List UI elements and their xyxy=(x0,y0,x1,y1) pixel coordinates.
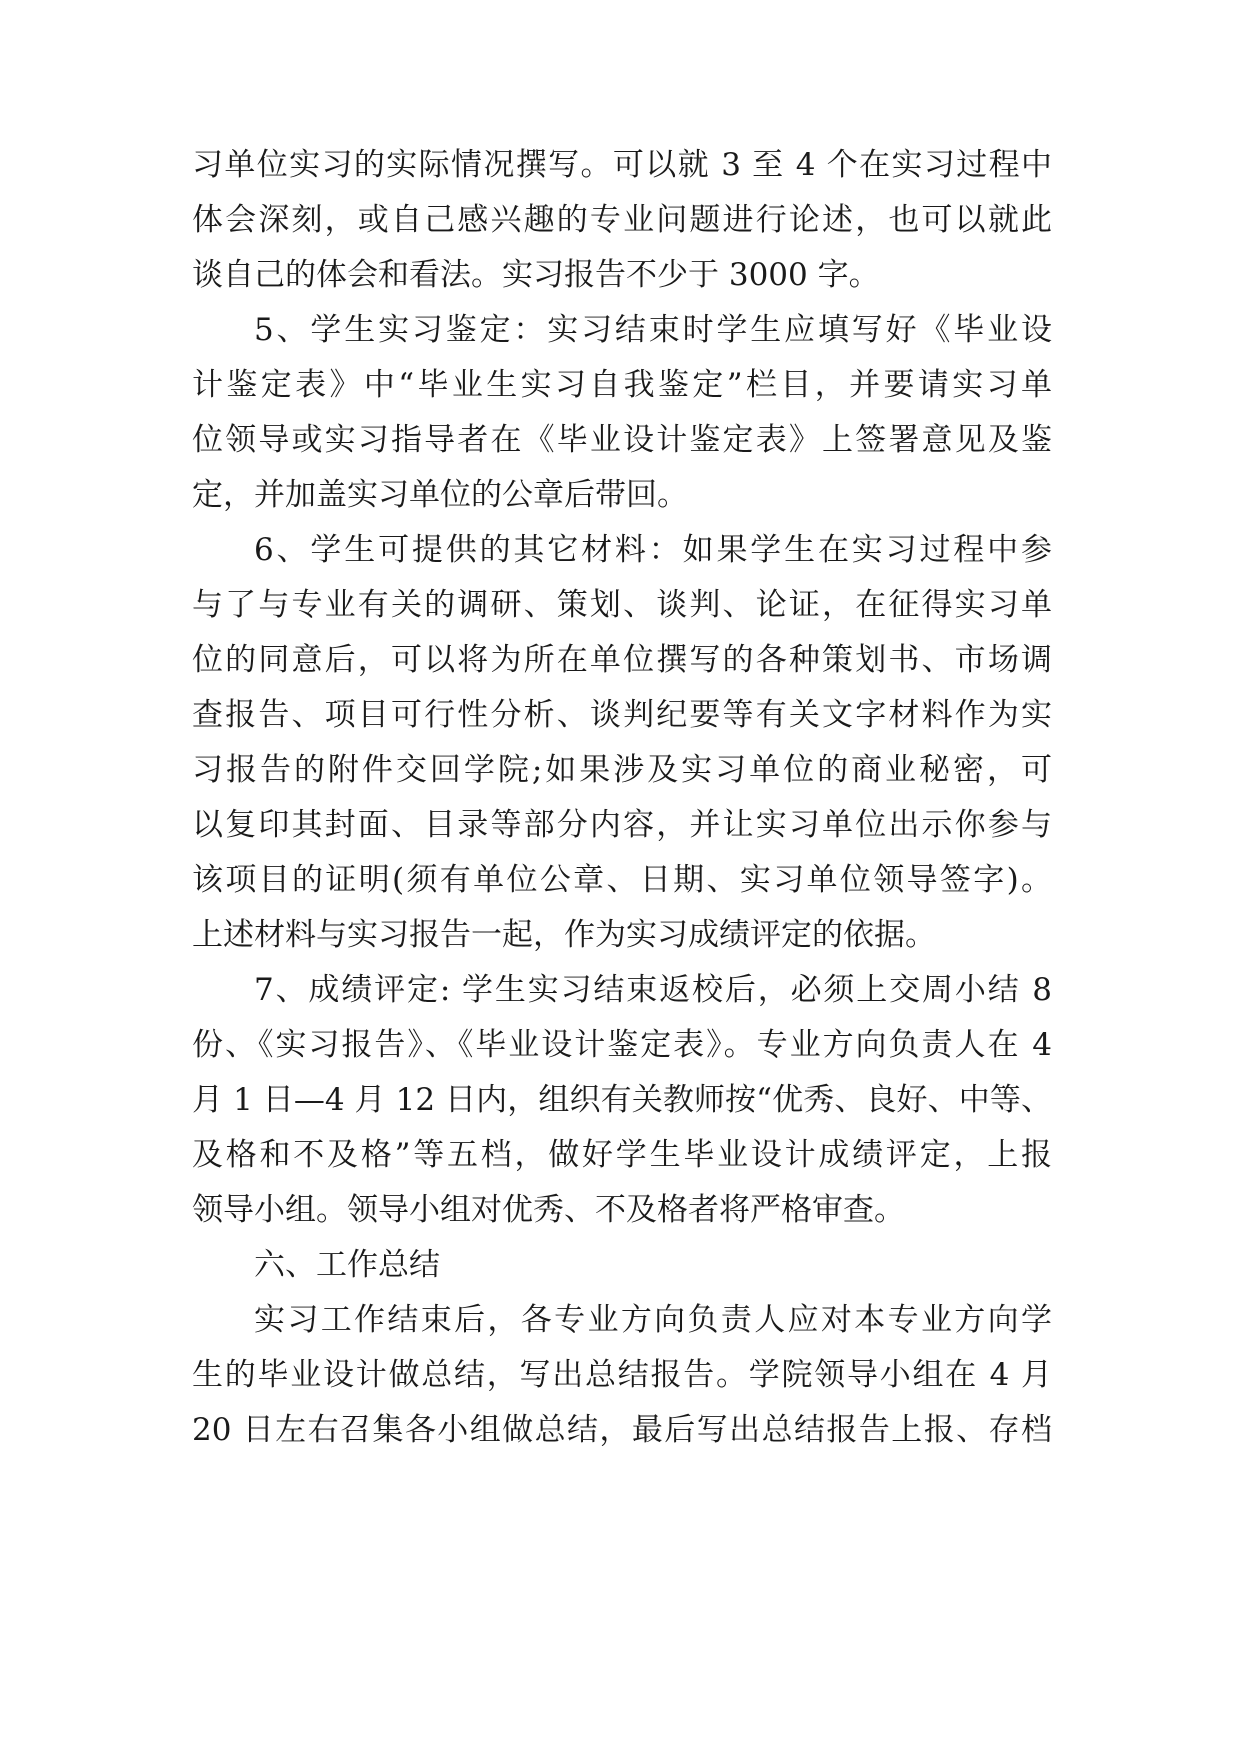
body-text-line: 习单位实习的实际情况撰写。可以就 3 至 4 个在实习过程中 xyxy=(192,147,1052,183)
body-text-line: 生的毕业设计做总结，写出总结报告。学院领导小组在 4 月 xyxy=(192,1357,1052,1393)
body-text-line: 领导小组。领导小组对优秀、不及格者将严格审查。 xyxy=(192,1192,905,1228)
item-6-heading-line: 6、学生可提供的其它材料：如果学生在实习过程中参 xyxy=(254,532,1052,568)
body-text-line: 份、《实习报告》、《毕业设计鉴定表》。专业方向负责人在 4 xyxy=(192,1027,1052,1063)
body-text-line: 20 日左右召集各小组做总结，最后写出总结报告上报、存档 xyxy=(192,1412,1052,1448)
body-text-line: 及格和不及格”等五档，做好学生毕业设计成绩评定，上报 xyxy=(192,1137,1052,1173)
body-text-line: 谈自己的体会和看法。实习报告不少于 3000 字。 xyxy=(192,257,880,293)
body-text-line: 以复印其封面、目录等部分内容，并让实习单位出示你参与 xyxy=(192,807,1052,843)
body-text-line: 月 1 日—4 月 12 日内，组织有关教师按“优秀、良好、中等、 xyxy=(192,1082,1052,1118)
body-text-line: 该项目的证明(须有单位公章、日期、实习单位领导签字)。 xyxy=(192,862,1052,898)
body-text-line: 定，并加盖实习单位的公章后带回。 xyxy=(192,477,688,513)
body-text-line: 习报告的附件交回学院;如果涉及实习单位的商业秘密，可 xyxy=(192,752,1052,788)
item-5-heading-line: 5、学生实习鉴定：实习结束时学生应填写好《毕业设 xyxy=(254,312,1052,348)
body-text-line: 位领导或实习指导者在《毕业设计鉴定表》上签署意见及鉴 xyxy=(192,422,1052,458)
section-heading-work-summary: 六、工作总结 xyxy=(254,1247,440,1283)
body-text-line: 查报告、项目可行性分析、谈判纪要等有关文字材料作为实 xyxy=(192,697,1052,733)
body-text-line: 与了与专业有关的调研、策划、谈判、论证，在征得实习单 xyxy=(192,587,1052,623)
body-text-line: 体会深刻，或自己感兴趣的专业问题进行论述，也可以就此 xyxy=(192,202,1052,238)
body-text-line: 计鉴定表》中“毕业生实习自我鉴定”栏目，并要请实习单 xyxy=(192,367,1052,403)
body-text-line: 实习工作结束后，各专业方向负责人应对本专业方向学 xyxy=(254,1302,1052,1338)
body-text-line: 上述材料与实习报告一起，作为实习成绩评定的依据。 xyxy=(192,917,936,953)
item-7-heading-line: 7、成绩评定: 学生实习结束返校后，必须上交周小结 8 xyxy=(254,972,1052,1008)
body-text-line: 位的同意后，可以将为所在单位撰写的各种策划书、市场调 xyxy=(192,642,1052,678)
